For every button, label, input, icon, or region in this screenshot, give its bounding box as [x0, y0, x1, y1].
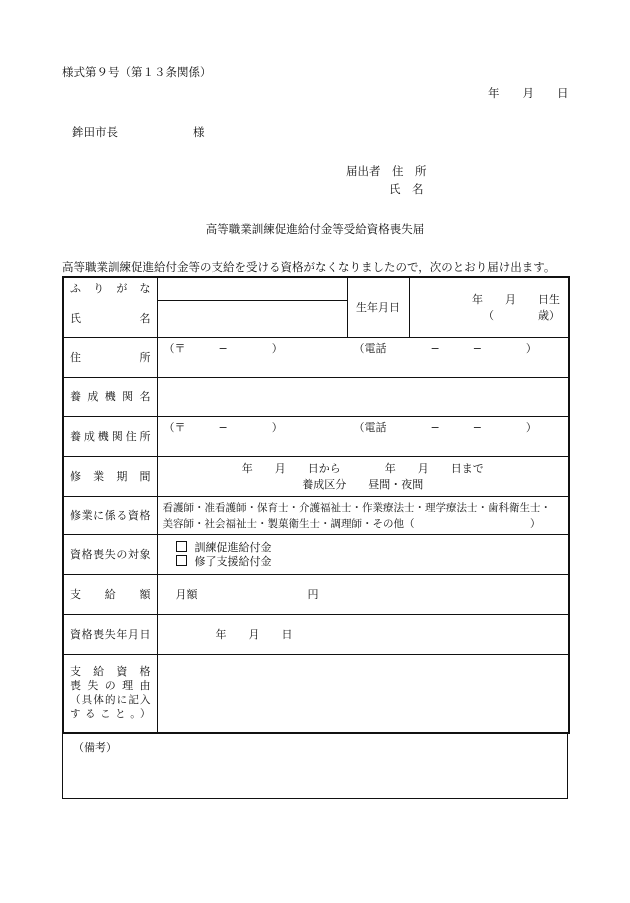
target-option-completion[interactable] [176, 555, 563, 569]
loss-date-value: 年 月 日 [215, 627, 293, 641]
addressee-suffix: 様 [193, 125, 205, 139]
school-address-field[interactable] [157, 417, 569, 457]
filer-name-label: 氏 名 [389, 182, 424, 196]
birth-date-value: 年 月 日生 [472, 292, 560, 306]
target-option-training[interactable] [176, 541, 563, 555]
qualification-field[interactable] [157, 497, 569, 535]
target-label: 資格喪失の対象 [63, 535, 157, 575]
addressee: 鉾田市長 [72, 125, 118, 139]
reason-label-line3: （具体的に記入 [70, 694, 151, 707]
school-phone: （電話 − − ） [353, 421, 537, 434]
furigana-label: ふりがな [63, 277, 157, 301]
form-number: 様式第９号（第１３条関係） [62, 65, 212, 79]
remarks-label: （備考） [73, 741, 117, 754]
address-postal: （〒 − ） [163, 342, 283, 355]
furigana-field[interactable] [157, 277, 347, 301]
amount-monthly-label: 月額 [175, 587, 198, 601]
reason-label-line4: すること。） [70, 708, 151, 721]
submission-date: 年 月 日 [488, 86, 569, 100]
reason-field[interactable] [157, 655, 569, 733]
loss-date-label: 資格喪失年月日 [63, 615, 157, 655]
amount-label: 支給額 [63, 575, 157, 615]
school-address-label: 養成機関住所 [63, 417, 157, 457]
school-name-field[interactable] [157, 378, 569, 417]
checkbox-icon[interactable] [176, 555, 187, 566]
loss-date-field[interactable] [157, 615, 569, 655]
study-period-label: 修業期間 [63, 457, 157, 497]
remarks-box[interactable] [62, 732, 568, 799]
form-title: 高等職業訓練促進給付金等受給資格喪失届 [205, 222, 425, 236]
reason-label [63, 655, 157, 733]
amount-field[interactable] [157, 575, 569, 615]
school-postal: （〒 − ） [163, 421, 283, 434]
qualification-options-line1: 看護師・准看護師・保育士・介護福祉士・作業療法士・理学療法士・歯科衛生士・ [162, 501, 551, 514]
checkbox-icon[interactable] [176, 541, 187, 552]
address-label: 住所 [63, 338, 157, 378]
name-label: 氏名 [63, 301, 157, 338]
reason-label-line1: 支給資格 [70, 665, 151, 679]
target-option-completion-label: 修了支援給付金 [194, 554, 272, 568]
amount-unit: 円 [307, 587, 319, 601]
application-form-table [62, 276, 570, 734]
school-name-label: 養成機関名 [63, 378, 157, 417]
study-period-field[interactable] [157, 457, 569, 497]
address-phone: （電話 − − ） [353, 342, 537, 355]
target-option-training-label: 訓練促進給付金 [194, 540, 272, 554]
birth-date-label: 生年月日 [347, 277, 409, 338]
age-value: （ 歳） [483, 308, 560, 322]
address-field[interactable] [157, 338, 569, 378]
name-field[interactable] [157, 301, 347, 338]
study-period-value: 年 月 日から 年 月 日まで [241, 461, 484, 475]
qualification-label: 修業に係る資格 [63, 497, 157, 535]
reason-label-line2: 喪失の理由 [70, 679, 151, 693]
birth-date-field[interactable] [409, 277, 569, 338]
intro-text: 高等職業訓練促進給付金等の支給を受ける資格がなくなりましたので，次のとおり届け出ます。 [62, 260, 556, 274]
qualification-options-line2: 美容師・社会福祉士・製菓衛生士・調理師・その他（ ） [162, 517, 541, 530]
course-type: 養成区分 昼間・夜間 [302, 477, 424, 491]
target-field [157, 535, 569, 575]
filer-address-label: 届出者 住 所 [346, 164, 427, 178]
